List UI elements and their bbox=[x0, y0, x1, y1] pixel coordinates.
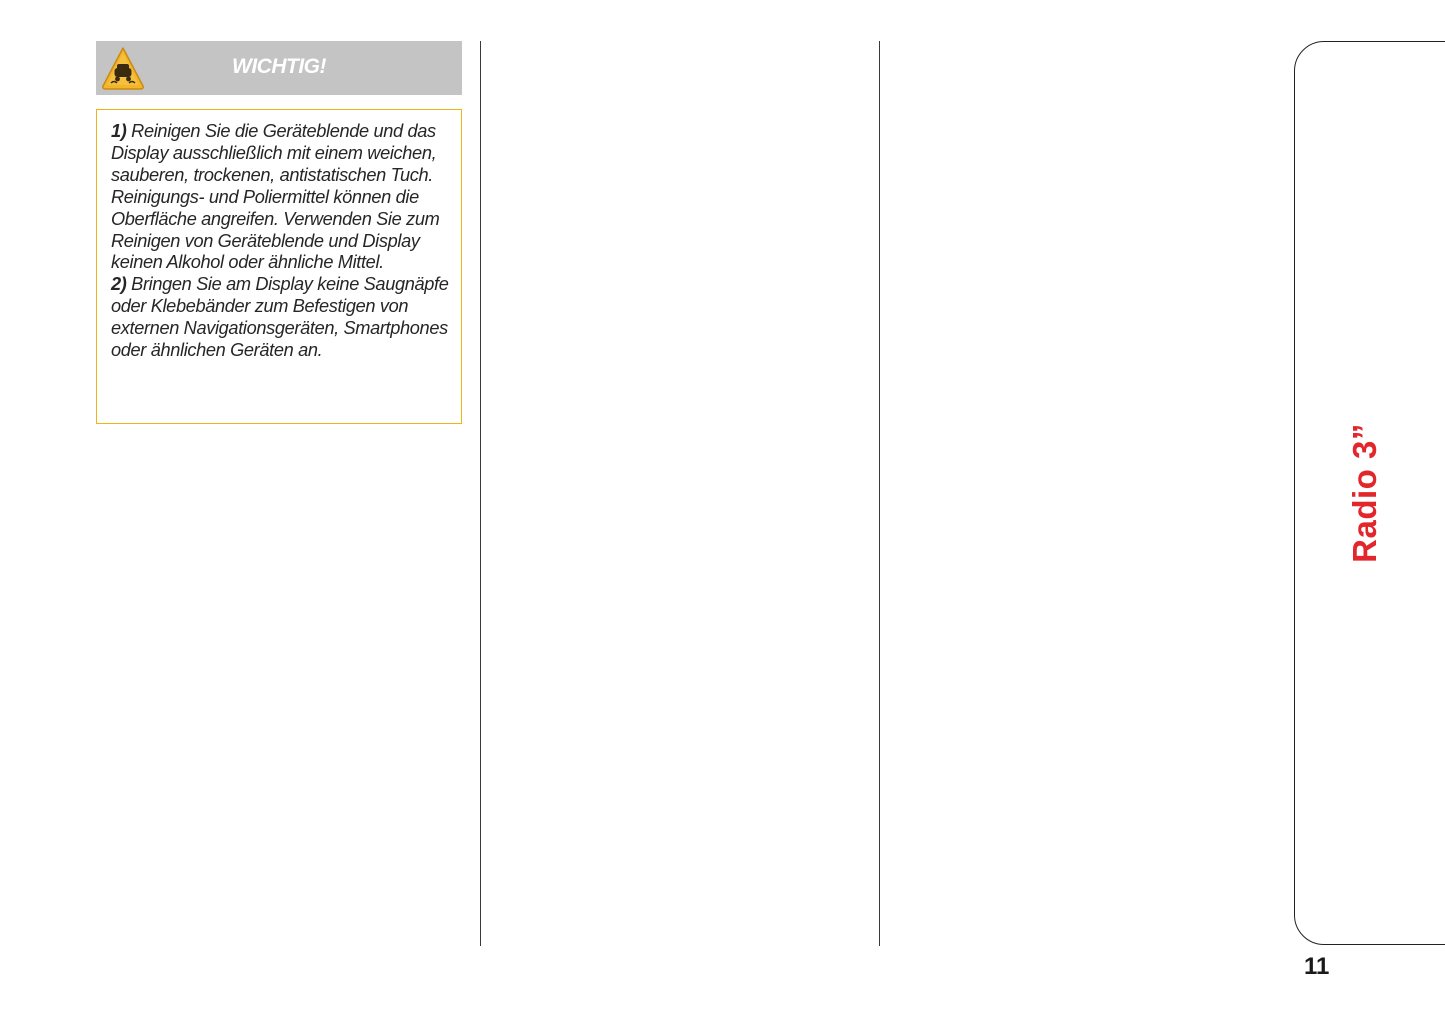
warning-item-2 bbox=[111, 274, 449, 362]
column-divider bbox=[480, 41, 481, 946]
warning-box bbox=[96, 109, 462, 424]
item-number: 2) bbox=[111, 274, 127, 295]
item-number: 1) bbox=[111, 121, 127, 141]
chapter-title: Radio 3” bbox=[1346, 423, 1383, 563]
warning-header bbox=[96, 41, 462, 95]
page-number: 11 bbox=[1304, 953, 1330, 980]
warning-title: WICHTIG! bbox=[232, 55, 326, 78]
warning-item-1 bbox=[111, 121, 449, 274]
item-text: Bringen Sie am Display keine Saugnäpfe oder Klebebänder zum Befestigen von externen Navigationsgeräten, Smartphones oder ähnlichen Geräten an. bbox=[111, 274, 449, 361]
column-divider bbox=[879, 41, 880, 946]
item-text: Reinigen Sie die Geräteblende und das Display ausschließlich mit einem weichen, sauberen, trockenen, antistatischen Tuch. Reinigungs- und Poliermittel können die Oberfläche angreifen. Verwenden Sie zum Reinigen von Geräteblende und Display keinen Alkohol oder ähnliche Mittel. bbox=[111, 121, 440, 273]
